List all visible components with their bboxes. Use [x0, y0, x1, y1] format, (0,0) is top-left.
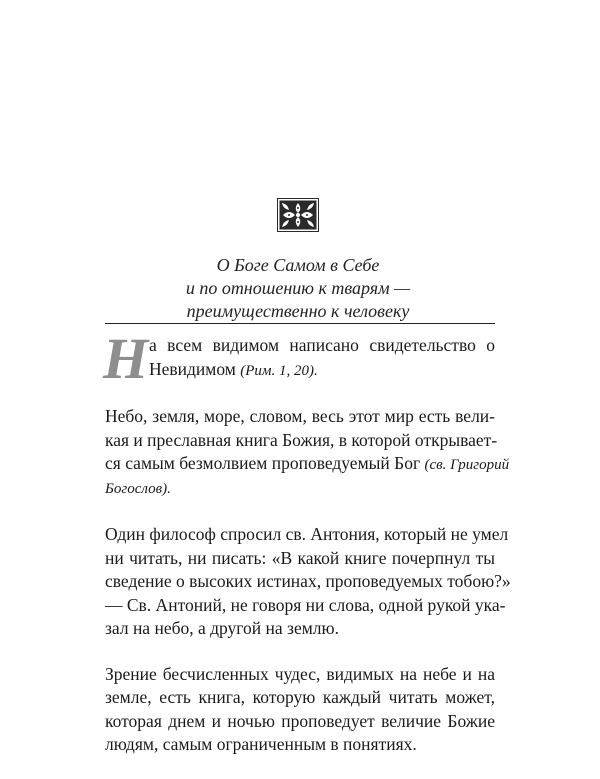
paragraph-1-line-2 [149, 358, 495, 384]
paragraph-4-line-1: Зрение бесчисленных чудес, видимых на небе и на [105, 663, 495, 684]
author-citation: (св. Григорий [424, 457, 510, 473]
paragraph-1 [103, 326, 495, 391]
decorative-ornament-icon [277, 198, 319, 232]
paragraph-1-line-1: а всем видимом написано свидетельство о [149, 335, 495, 355]
paragraph-2-line-2: кая и преславная книга Божия, в которой открывает- [105, 429, 498, 450]
paragraph-2-line-4: Богослов). [105, 480, 171, 497]
paragraph-3-line-5: зал на небо, а другой на землю. [105, 618, 339, 638]
paragraph-4-line-2: земле, есть книга, которую каждый читать может, [105, 687, 495, 707]
paragraph-3 [105, 523, 511, 641]
paragraph-3-line-2: ни читать, ни писать: «В какой книге почерпнул ты [105, 547, 495, 568]
heading-line-1: О Боге Самом в Себе [216, 255, 380, 275]
paragraph-2-line-3 [105, 452, 510, 478]
paragraph-4-line-3: которая днем и ночью проповедует величие Божие [105, 710, 495, 731]
paragraph-3-line-4: — Св. Антоний, не говоря ни слова, одной рукой ука- [105, 594, 506, 615]
chapter-heading [100, 254, 496, 323]
body-text [103, 326, 511, 779]
paragraph-3-line-1: Один философ спросил св. Антония, который не умел [105, 524, 509, 544]
heading-line-2: и по отношению к тварям — [185, 278, 411, 298]
paragraph-4-line-4: людям, самым ограниченным в понятиях. [105, 734, 417, 754]
paragraph-3-line-3: сведение о высоких истинах, проповедуемых тобою?» [105, 571, 511, 591]
paragraph-2 [105, 405, 510, 501]
scripture-citation: (Рим. 1, 20). [240, 362, 318, 379]
paragraph-2-line-1: Небо, земля, море, словом, весь этот мир есть вели- [105, 406, 495, 426]
drop-cap: Н [103, 326, 149, 391]
heading-line-3: преимущественно к человеку [186, 301, 410, 321]
heading-underline [105, 323, 495, 324]
paragraph-4 [105, 663, 495, 757]
paragraph-2-text: ся самым безмолвием проповедуемый Бог [105, 453, 425, 473]
paragraph-1-text: Невидимом [149, 358, 241, 379]
